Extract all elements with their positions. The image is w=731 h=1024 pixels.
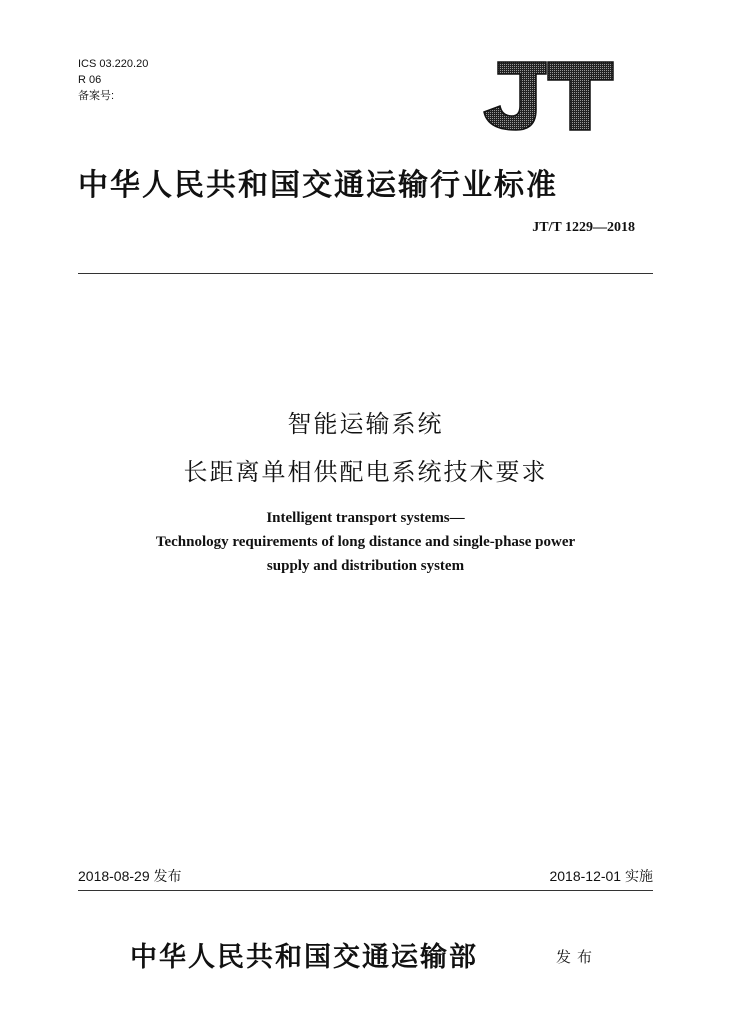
standard-metadata (78, 56, 148, 104)
bottom-divider (78, 890, 653, 891)
chinese-title-line-1: 智能运输系统 (287, 410, 444, 438)
standard-code: JT/T 1229—2018 (532, 220, 635, 235)
filing-number-label: 备案号: (78, 90, 115, 102)
jt-logo (480, 60, 615, 132)
english-title-line-3: supply and distribution system (266, 558, 465, 574)
standard-type-title: 中华人民共和国交通运输行业标准 (78, 168, 558, 203)
top-divider (78, 273, 653, 274)
issue-label: 发布 (556, 948, 599, 966)
effective-date: 2018-12-01 实施 (549, 868, 653, 884)
english-title-line-2: Technology requirements of long distance and single-phase power (155, 534, 576, 550)
ics-code: ICS 03.220.20 (78, 58, 149, 70)
category-code: R 06 (78, 74, 102, 86)
english-title-line-1: Intelligent transport systems— (266, 510, 465, 526)
issuing-authority: 中华人民共和国交通运输部 (130, 942, 478, 973)
publish-date: 2018-08-29 发布 (78, 868, 182, 884)
chinese-title-line-2: 长距离单相供配电系统技术要求 (183, 458, 548, 486)
english-title (0, 506, 731, 578)
